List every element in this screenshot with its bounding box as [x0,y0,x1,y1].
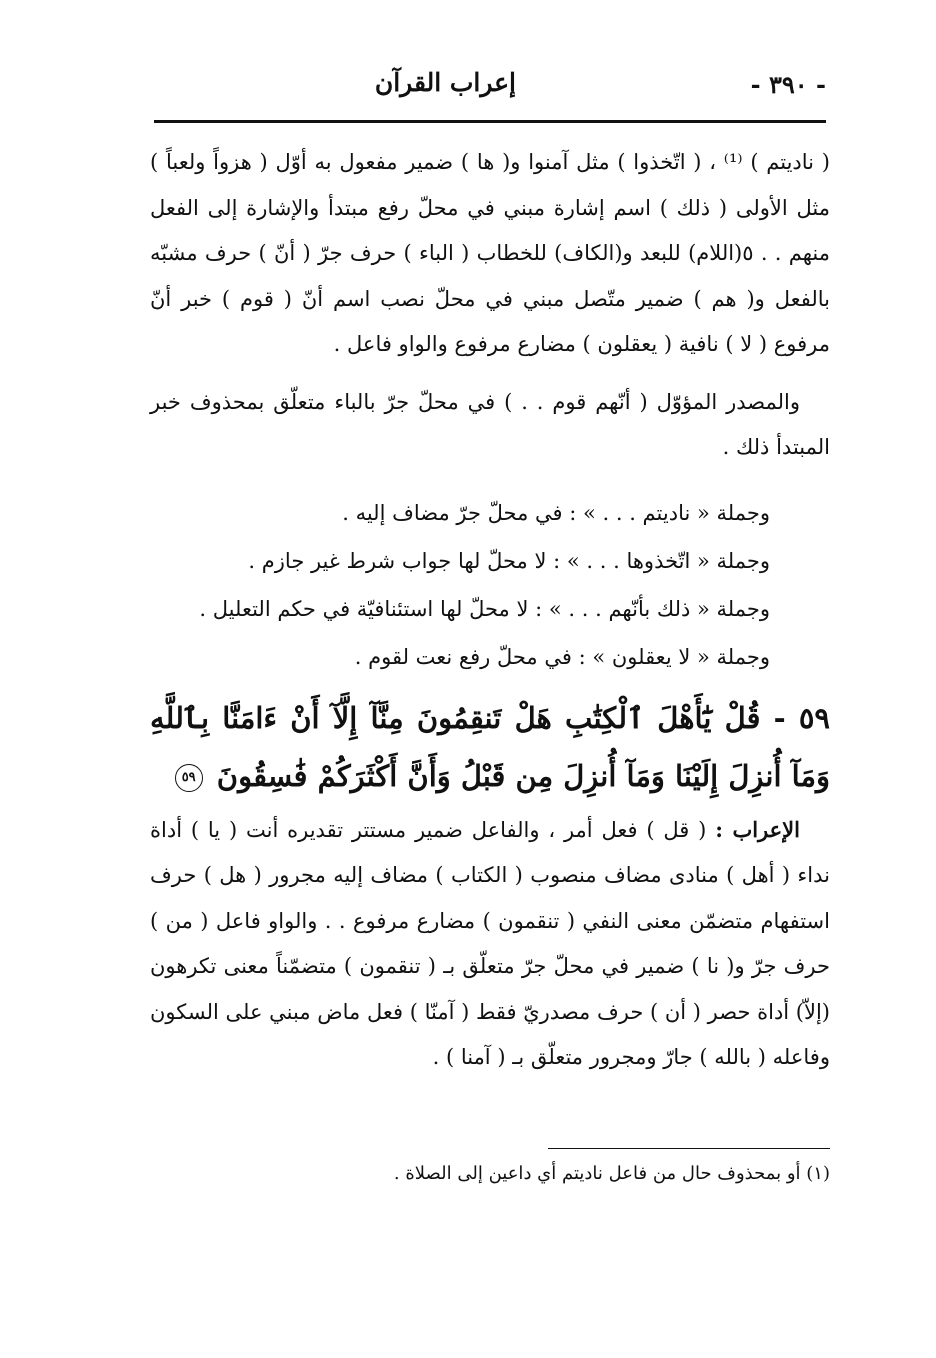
header-rule [154,120,826,123]
sentence-line: وجملة « لا يعقلون » : في محلّ رفع نعت لقوم . [354,644,770,669]
paragraph-grammar-analysis: ( ناديتم ) ⁽¹⁾ ، ( اتّخذوا ) مثل آمنوا و( ها ) ضمير مفعول به أوّل ( هزواً ولعباً ) مثل الأولى ( ذلك ) اسم إشارة مبني في محلّ رفع مبتدأ والإشارة إلى الفعل منهم . . ٥(اللام) للبعد و(الكاف) للخطاب ( الباء ) حرف جرّ ( أنّ ) حرف مشبّه بالفعل و( هم ) ضمير متّصل مبني في محلّ نصب اسم أنّ ( قوم ) خبر أنّ مرفوع ( لا ) نافية ( يعقلون ) مضارع مرفوع والواو فاعل . [150,150,830,356]
quran-verse-text: ٥٩ - قُلْ يَٰٓأَهْلَ ٱلْكِتَٰبِ هَلْ تَنقِمُونَ مِنَّآ إِلَّآ أَنْ ءَامَنَّا بِٱللَّهِ وَمَآ أُنزِلَ إِلَيْنَا وَمَآ أُنزِلَ مِن قَبْلُ وَأَنَّ أَكْثَرَكُمْ فَٰسِقُونَ [150,700,830,793]
footnote: (١) أو بمحذوف حال من فاعل ناديتم أي داعين إلى الصلاة . [393,1163,830,1184]
sentence-list [150,489,830,681]
book-title: إعراب القرآن [374,68,516,97]
sentence-line: وجملة « ناديتم . . . » : في محلّ جرّ مضاف إليه . [342,500,770,525]
irab-paragraph [150,807,830,1081]
page-header [154,66,826,106]
sentence-line: وجملة « اتّخذوها . . . » : لا محلّ لها جواب شرط غير جازم . [248,548,770,573]
irab-label: الإعراب : [715,816,800,842]
paragraph-masdar: والمصدر المؤوّل ( أنّهم قوم . . ) في محلّ جرّ بالباء متعلّق بمحذوف خبر المبتدأ ذلك . [150,389,830,459]
footnote-rule [548,1148,830,1149]
quran-verse [150,689,830,805]
sentence-line: وجملة « ذلك بأنّهم . . . » : لا محلّ لها استئنافيّة في حكم التعليل . [199,596,770,621]
verse-end-marker-icon: ٥٩ [175,764,203,792]
irab-text: ( قل ) فعل أمر ، والفاعل ضمير مستتر تقديره أنت ( يا ) أداة نداء ( أهل ) منادى مضاف منصوب ( الكتاب ) مضاف إليه مجرور ( هل ) حرف استفهام متضمّن معنى النفي ( تنقمون ) مضارع مرفوع . . والواو فاعل ( من ) حرف جرّ و( نا ) ضمير في محلّ جرّ متعلّق بـ ( تنقمون ) متضمّناً معنى تكرهون (إلاّ) أداة حصر ( أن ) حرف مصدريّ فقط ( آمنّا ) فعل ماض مبني على السكون وفاعله ( بالله ) جارّ ومجرور متعلّق بـ ( آمنا ) . [150,817,830,1069]
page-number: - ٣٩٠ - [750,70,826,99]
page-body [150,140,830,1081]
